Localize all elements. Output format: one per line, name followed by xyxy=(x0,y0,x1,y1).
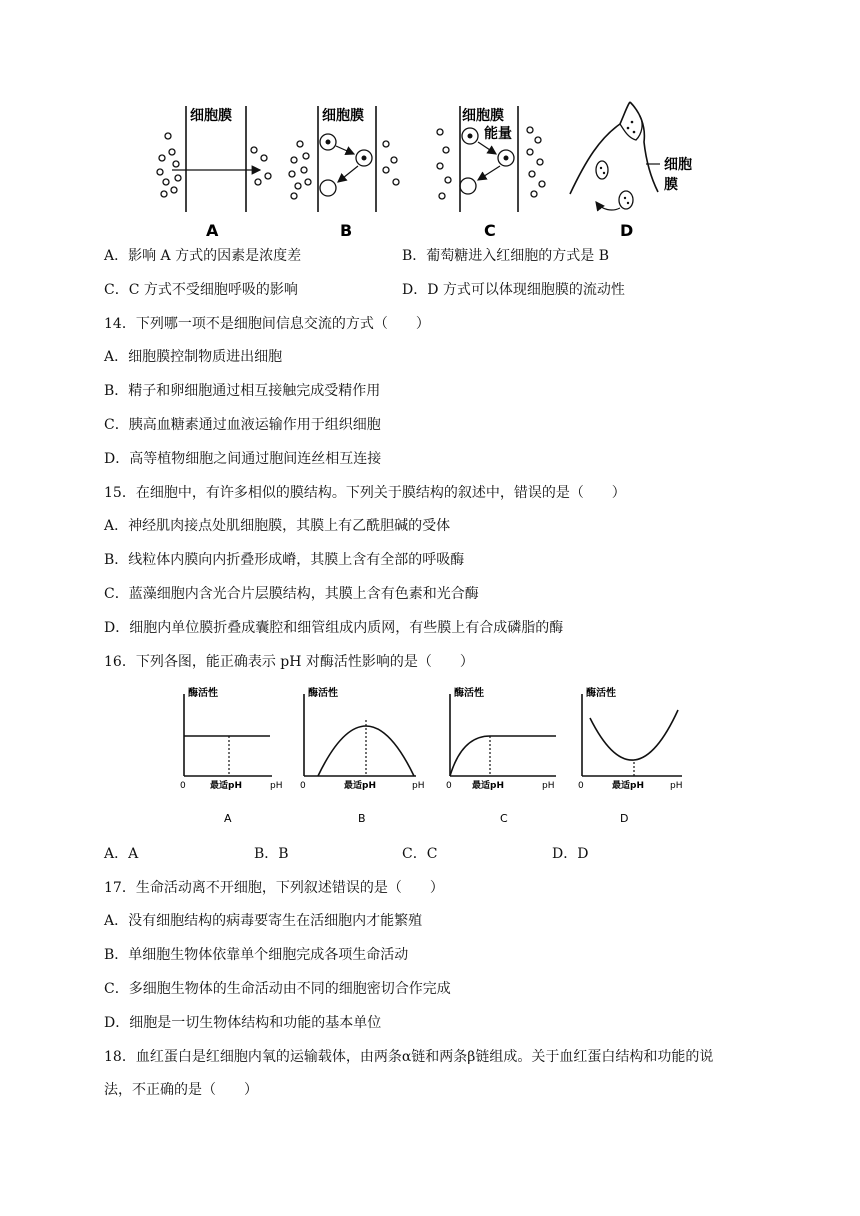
graph-d-ylabel: 酶活性 xyxy=(586,688,616,699)
q16-option-a: A．A xyxy=(104,846,139,862)
graph-a-xmark: 最适pH xyxy=(210,781,242,791)
graph-d-letter: D xyxy=(620,812,629,825)
panel-a xyxy=(157,106,271,240)
q15-option-a: A．神经肌肉接点处肌细胞膜，其膜上有乙酰胆碱的受体 xyxy=(104,518,451,534)
panel-d-membrane-label-1: 细胞 xyxy=(664,157,692,173)
panel-b xyxy=(289,106,399,240)
q14-option-b: B．精子和卵细胞通过相互接触完成受精作用 xyxy=(104,383,381,399)
graph-d xyxy=(578,686,682,825)
q17-option-c: C．多细胞生物体的生命活动由不同的细胞密切合作完成 xyxy=(104,981,451,997)
panel-c xyxy=(437,106,545,240)
graph-c-origin: 0 xyxy=(446,781,452,791)
q15-stem: 15．在细胞中，有许多相似的膜结构。下列关于膜结构的叙述中，错误的是（ ） xyxy=(104,485,626,501)
panel-d xyxy=(570,102,692,240)
graph-b-letter: B xyxy=(358,812,366,825)
panel-a-membrane-label: 细胞膜 xyxy=(190,108,232,124)
q15-option-d: D．细胞内单位膜折叠成囊腔和细管组成内质网，有些膜上有合成磷脂的酶 xyxy=(104,620,564,636)
q14-stem: 14．下列哪一项不是细胞间信息交流的方式（ ） xyxy=(104,316,430,332)
graph-c-xmark: 最适pH xyxy=(472,781,504,791)
graph-c-ylabel: 酶活性 xyxy=(454,688,484,699)
q15-option-c: C．蓝藻细胞内含光合片层膜结构，其膜上含有色素和光合酶 xyxy=(104,586,479,602)
graph-d-origin: 0 xyxy=(578,781,584,791)
q13-option-d: D．D 方式可以体现细胞膜的流动性 xyxy=(402,282,625,298)
q18-stem-line2: 法，不正确的是（ ） xyxy=(104,1082,258,1098)
q13-option-a: A．影响 A 方式的因素是浓度差 xyxy=(104,248,302,264)
graph-a-xlabel: pH xyxy=(270,781,283,791)
q17-option-a: A．没有细胞结构的病毒要寄生在活细胞内才能繁殖 xyxy=(104,913,423,929)
graph-b-xlabel: pH xyxy=(412,781,425,791)
q14-option-c: C．胰高血糖素通过血液运输作用于组织细胞 xyxy=(104,417,381,433)
q16-option-b: B．B xyxy=(254,846,289,862)
panel-d-membrane-label-2: 膜 xyxy=(664,177,678,193)
ph-graphs-figure xyxy=(172,684,702,826)
transport-figure xyxy=(150,100,720,242)
panel-d-letter: D xyxy=(620,221,634,240)
q14-option-d: D．高等植物细胞之间通过胞间连丝相互连接 xyxy=(104,451,382,467)
q17-option-d: D．细胞是一切生物体结构和功能的基本单位 xyxy=(104,1015,382,1031)
q17-stem: 17．生命活动离不开细胞，下列叙述错误的是（ ） xyxy=(104,880,444,896)
q16-option-c: C．C xyxy=(402,846,438,862)
graph-c-letter: C xyxy=(500,812,508,825)
q13-option-b: B．葡萄糖进入红细胞的方式是 B xyxy=(402,248,610,264)
graph-a-origin: 0 xyxy=(180,781,186,791)
panel-c-energy-label: 能量 xyxy=(484,126,512,142)
q14-option-a: A．细胞膜控制物质进出细胞 xyxy=(104,349,283,365)
graph-b-origin: 0 xyxy=(300,781,306,791)
graph-b-ylabel: 酶活性 xyxy=(308,688,338,699)
q15-option-b: B．线粒体内膜向内折叠形成嵴，其膜上含有全部的呼吸酶 xyxy=(104,552,465,568)
panel-c-membrane-label: 细胞膜 xyxy=(462,108,504,124)
panel-b-letter: B xyxy=(340,221,353,240)
q17-option-b: B．单细胞生物体依靠单个细胞完成各项生命活动 xyxy=(104,947,409,963)
graph-b xyxy=(300,686,424,825)
q16-stem: 16．下列各图，能正确表示 pH 对酶活性影响的是（ ） xyxy=(104,654,474,670)
q18-stem-line1: 18．血红蛋白是红细胞内氧的运输载体，由两条α链和两条β链组成。关于血红蛋白结构和功能的说 xyxy=(104,1049,714,1065)
panel-c-letter: C xyxy=(484,221,496,240)
graph-d-xmark: 最适pH xyxy=(612,781,644,791)
graph-d-xlabel: pH xyxy=(670,781,683,791)
graph-b-xmark: 最适pH xyxy=(344,781,376,791)
graph-a-ylabel: 酶活性 xyxy=(188,688,218,699)
q16-option-d: D．D xyxy=(552,846,589,862)
q13-option-c: C．C 方式不受细胞呼吸的影响 xyxy=(104,282,298,298)
panel-a-letter: A xyxy=(206,221,219,240)
graph-a xyxy=(180,686,282,825)
panel-b-membrane-label: 细胞膜 xyxy=(322,108,364,124)
graph-c-xlabel: pH xyxy=(542,781,555,791)
graph-c xyxy=(446,686,556,825)
graph-a-letter: A xyxy=(224,812,232,825)
